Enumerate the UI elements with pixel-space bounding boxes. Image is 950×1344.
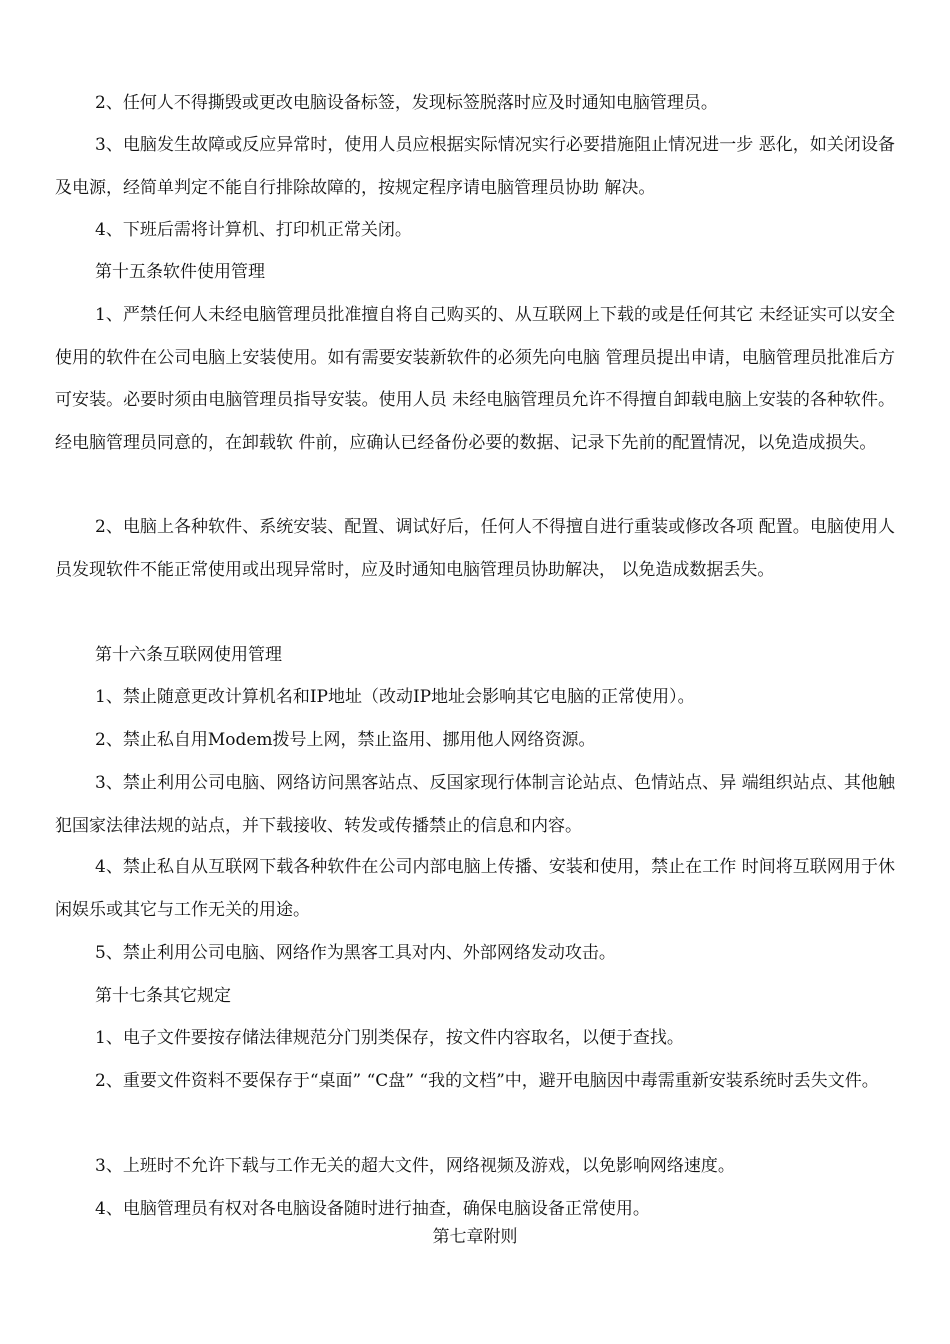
paragraph-inspection: 4、电脑管理员有权对各电脑设备随时进行抽查，确保电脑设备正常使用。 bbox=[95, 1199, 650, 1219]
section-heading-16: 第十六条互联网使用管理 bbox=[95, 645, 282, 665]
paragraph-file-storage: 2、重要文件资料不要保存于“桌面” “C盘” “我的文档”中，避开电脑因中毒需重新安装系统时丢失文件。 bbox=[95, 1071, 879, 1091]
paragraph-bandwidth: 3、上班时不允许下载与工作无关的超大文件，网络视频及游戏，以免影响网络速度。 bbox=[95, 1156, 735, 1176]
paragraph-downloads: 4、禁止私自从互联网下载各种软件在公司内部电脑上传播、安装和使用，禁止在工作 时间将互联网用于休闲娱乐或其它与工作无关的用途。 bbox=[55, 857, 895, 920]
paragraph-attacks: 5、禁止利用公司电脑、网络作为黑客工具对内、外部网络发动攻击。 bbox=[95, 943, 616, 963]
paragraph-sites: 3、禁止利用公司电脑、网络访问黑客站点、反国家现行体制言论站点、色情站点、异 端组织站点、其他触犯国家法律法规的站点，并下载接收、转发或传播禁止的信息和内容。 bbox=[55, 773, 895, 836]
section-heading-17: 第十七条其它规定 bbox=[95, 986, 231, 1006]
paragraph-ip: 1、禁止随意更改计算机名和IP地址（改动IP地址会影响其它电脑的正常使用）。 bbox=[95, 687, 695, 707]
paragraph-software-install: 1、严禁任何人未经电脑管理员批准擅自将自己购买的、从互联网上下载的或是任何其它 未经证实可以安全使用的软件在公司电脑上安装使用。如有需要安装新软件的必须先向电脑 管理员提出申请，电脑管理员批准后方可安装。必要时须由电脑管理员指导安装。使用人员 未经电脑管理员允许不得擅自卸载电脑上安装的各种软件。经电脑管理员同意的，在卸载软 件前，应确认已经备份必要的数据、记录下先前的配置情况，以免造成损失。 bbox=[55, 305, 895, 453]
paragraph-shutdown: 4、下班后需将计算机、打印机正常关闭。 bbox=[95, 220, 412, 240]
paragraph-faults: 3、电脑发生故障或反应异常时，使用人员应根据实际情况实行必要措施阻止情况进一步 恶化，如关闭设备及电源，经简单判定不能自行排除故障的，按规定程序请电脑管理员协助 解决。 bbox=[55, 135, 895, 198]
paragraph-labels: 2、任何人不得撕毁或更改电脑设备标签，发现标签脱落时应及时通知电脑管理员。 bbox=[95, 93, 718, 113]
paragraph-software-config: 2、电脑上各种软件、系统安装、配置、调试好后，任何人不得擅自进行重装或修改各项 配置。电脑使用人员发现软件不能正常使用或出现异常时，应及时通知电脑管理员协助解决， 以免造成数据丢失。 bbox=[55, 517, 895, 580]
section-heading-15: 第十五条软件使用管理 bbox=[95, 262, 265, 282]
paragraph-modem: 2、禁止私自用Modem拨号上网，禁止盗用、挪用他人网络资源。 bbox=[95, 730, 596, 750]
chapter-heading: 第七章附则 bbox=[432, 1227, 518, 1247]
paragraph-file-naming: 1、电子文件要按存储法律规范分门别类保存，按文件内容取名，以便于查找。 bbox=[95, 1028, 684, 1048]
